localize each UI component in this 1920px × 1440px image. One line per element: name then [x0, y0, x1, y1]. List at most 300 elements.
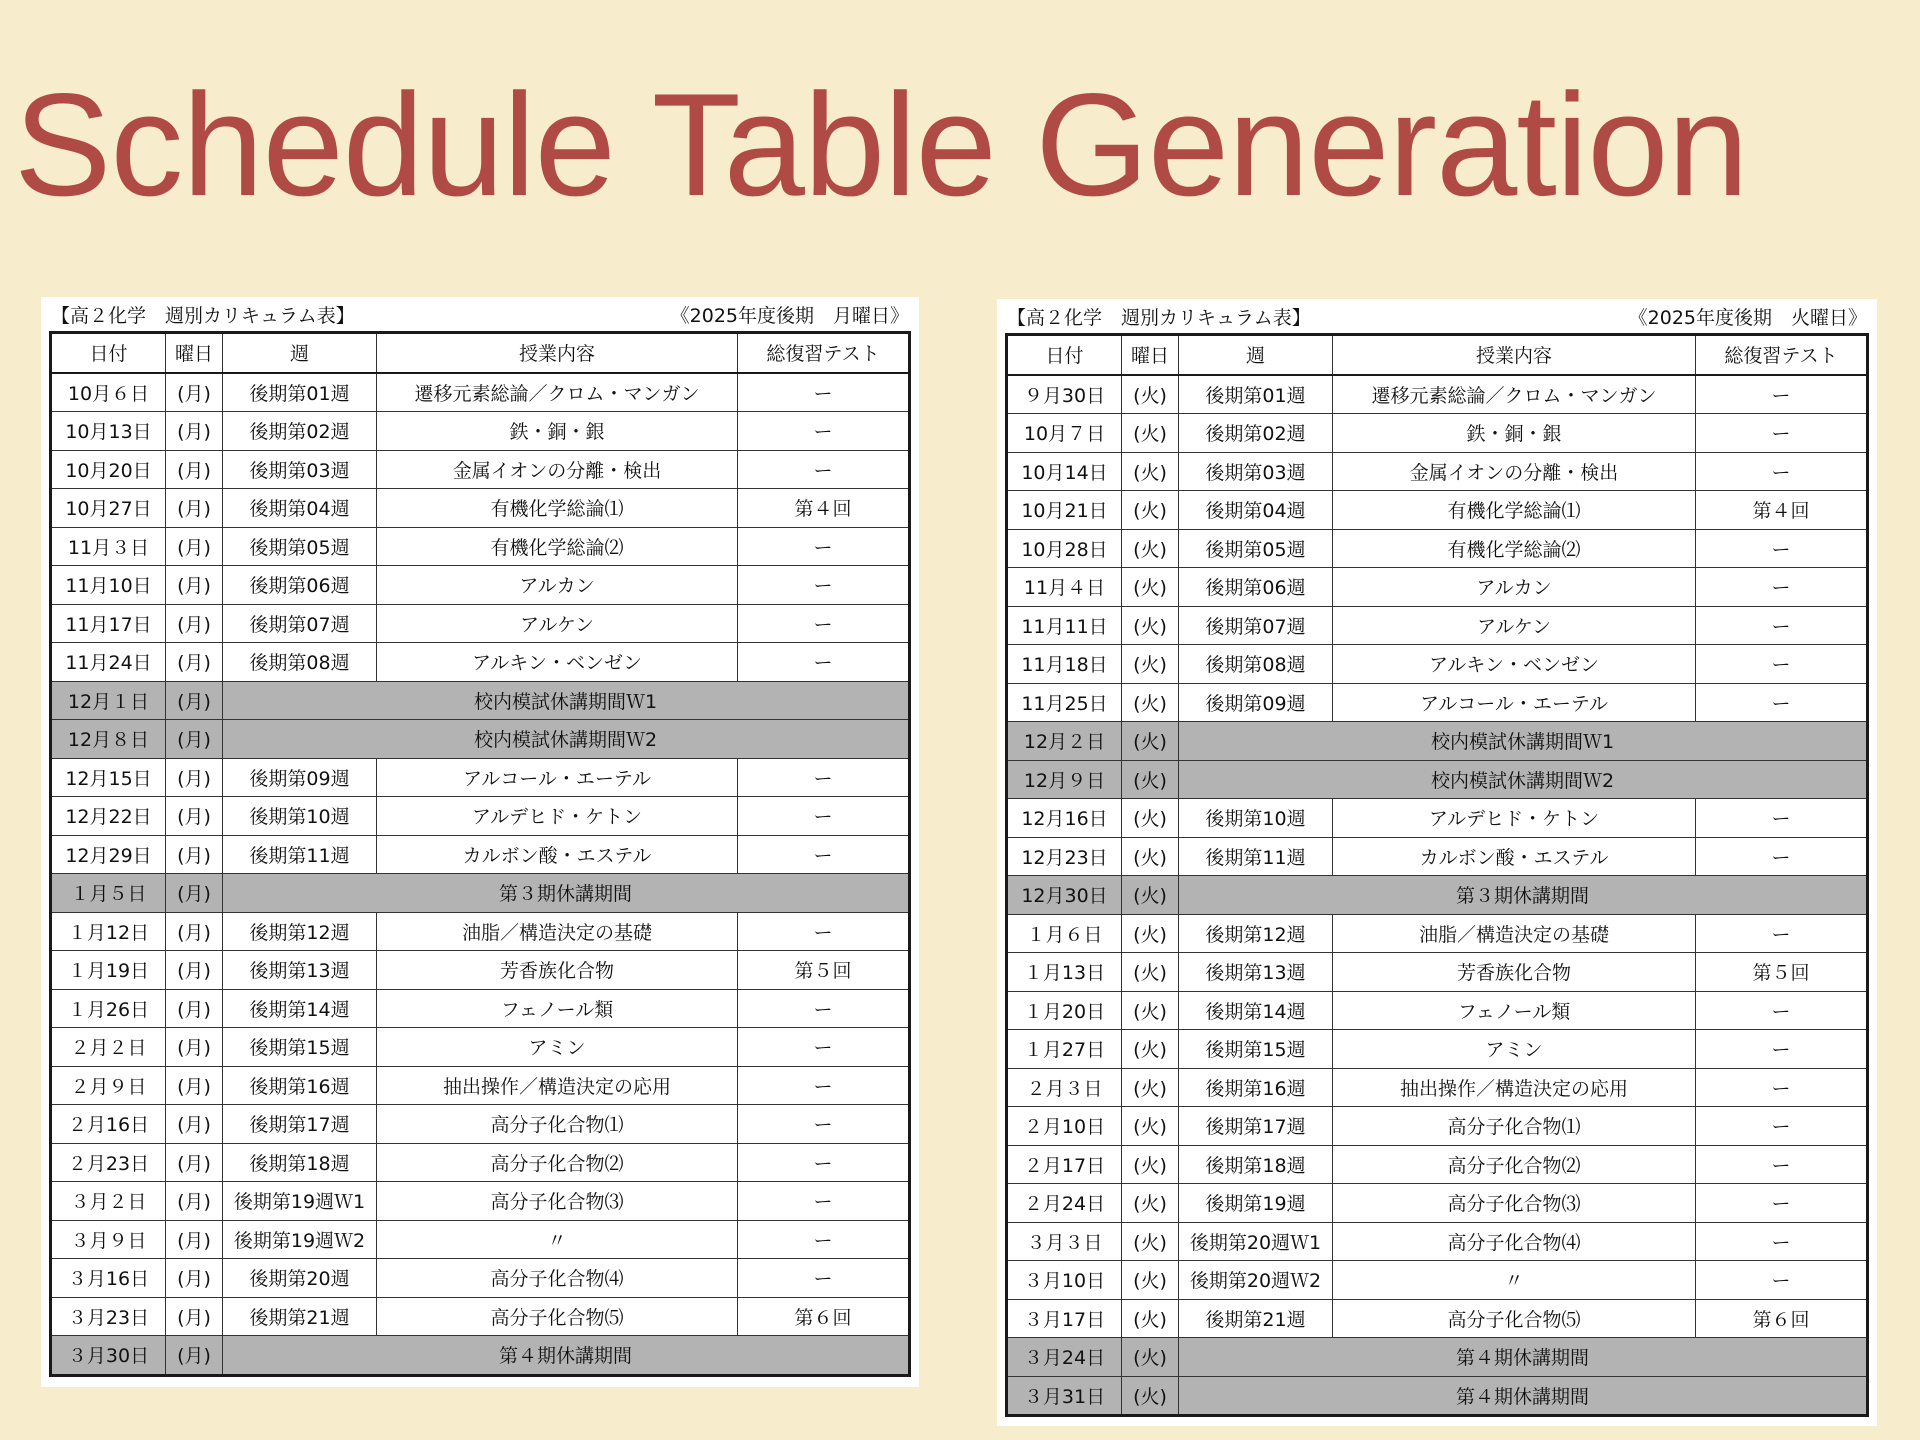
cell-week: 後期第20週Ｗ1: [1179, 1222, 1333, 1261]
table-row: [51, 912, 910, 951]
table-row: [51, 566, 910, 605]
cell-week: 後期第07週: [223, 604, 377, 643]
cell-week: 後期第12週: [223, 912, 377, 951]
table-row: [51, 951, 910, 990]
cell-weekday: (火): [1122, 645, 1179, 684]
cell-date: ２月24日: [1007, 1184, 1122, 1223]
cell-date: 10月７日: [1007, 414, 1122, 453]
cell-holiday: 第４期休講期間: [1179, 1338, 1868, 1377]
cell-week: 後期第17週: [223, 1105, 377, 1144]
cell-content: アミン: [1333, 1030, 1696, 1069]
cell-date: １月26日: [51, 989, 166, 1028]
cell-content: 金属イオンの分離・検出: [377, 450, 738, 489]
cell-weekday: (月): [166, 989, 223, 1028]
table-row: [1007, 1145, 1868, 1184]
header-review-test: 総復習テスト: [1696, 335, 1868, 375]
table-header-row: [51, 333, 910, 373]
cell-date: 11月４日: [1007, 568, 1122, 607]
cell-date: ３月16日: [51, 1259, 166, 1298]
cell-review-test: 第６回: [1696, 1299, 1868, 1338]
cell-content: アルコール・エーテル: [1333, 683, 1696, 722]
cell-review-test: ー: [738, 797, 910, 836]
cell-date: 10月13日: [51, 412, 166, 451]
table-row: [1007, 452, 1868, 491]
cell-weekday: (月): [166, 412, 223, 451]
cell-review-test: ー: [1696, 991, 1868, 1030]
cell-review-test: ー: [1696, 1145, 1868, 1184]
table-row: [51, 1182, 910, 1221]
cell-review-test: ー: [738, 835, 910, 874]
cell-review-test: ー: [738, 373, 910, 412]
table-row: [1007, 1030, 1868, 1069]
page-title: Schedule Table Generation: [14, 63, 1748, 226]
cell-date: 12月15日: [51, 758, 166, 797]
cell-date: 11月18日: [1007, 645, 1122, 684]
cell-weekday: (火): [1122, 1376, 1179, 1416]
cell-date: ３月17日: [1007, 1299, 1122, 1338]
table-term: 《2025年度後期 火曜日》: [1628, 306, 1867, 329]
cell-weekday: (月): [166, 1259, 223, 1298]
cell-week: 後期第03週: [223, 450, 377, 489]
cell-content: 高分子化合物⑶: [1333, 1184, 1696, 1223]
cell-week: 後期第03週: [1179, 452, 1333, 491]
header-content: 授業内容: [1333, 335, 1696, 375]
cell-content: 〃: [1333, 1261, 1696, 1300]
cell-content: アルケン: [377, 604, 738, 643]
table-row: [51, 412, 910, 451]
cell-date: １月20日: [1007, 991, 1122, 1030]
cell-weekday: (火): [1122, 876, 1179, 915]
table-row: [1007, 799, 1868, 838]
cell-review-test: ー: [738, 989, 910, 1028]
cell-content: 高分子化合物⑵: [1333, 1145, 1696, 1184]
cell-week: 後期第19週: [1179, 1184, 1333, 1223]
cell-date: 11月17日: [51, 604, 166, 643]
cell-weekday: (月): [166, 604, 223, 643]
table-row: [51, 527, 910, 566]
cell-content: アルカン: [1333, 568, 1696, 607]
table-row: [1007, 1107, 1868, 1146]
cell-date: 11月25日: [1007, 683, 1122, 722]
cell-review-test: ー: [738, 412, 910, 451]
cell-review-test: ー: [738, 566, 910, 605]
cell-week: 後期第10週: [223, 797, 377, 836]
cell-weekday: (火): [1122, 606, 1179, 645]
table-row-holiday: [51, 874, 910, 913]
cell-weekday: (火): [1122, 1338, 1179, 1377]
cell-review-test: ー: [1696, 1184, 1868, 1223]
cell-date: 10月27日: [51, 489, 166, 528]
cell-content: 遷移元素総論／クロム・マンガン: [1333, 375, 1696, 414]
cell-weekday: (月): [166, 1105, 223, 1144]
cell-week: 後期第07週: [1179, 606, 1333, 645]
cell-review-test: ー: [1696, 914, 1868, 953]
cell-weekday: (月): [166, 489, 223, 528]
cell-review-test: ー: [738, 643, 910, 682]
header-date: 日付: [1007, 335, 1122, 375]
cell-week: 後期第17週: [1179, 1107, 1333, 1146]
cell-review-test: ー: [1696, 568, 1868, 607]
table-row: [51, 758, 910, 797]
cell-holiday: 校内模試休講期間Ｗ1: [223, 681, 910, 720]
cell-week: 後期第15週: [223, 1028, 377, 1067]
cell-review-test: 第４回: [738, 489, 910, 528]
table-term: 《2025年度後期 月曜日》: [670, 304, 909, 327]
table-row: [1007, 1068, 1868, 1107]
cell-content: アルキン・ベンゼン: [377, 643, 738, 682]
cell-weekday: (月): [166, 681, 223, 720]
table-row: [51, 373, 910, 412]
header-week: 週: [223, 333, 377, 373]
cell-weekday: (月): [166, 912, 223, 951]
cell-review-test: ー: [1696, 414, 1868, 453]
cell-date: ３月31日: [1007, 1376, 1122, 1416]
header-weekday: 曜日: [1122, 335, 1179, 375]
cell-date: １月６日: [1007, 914, 1122, 953]
cell-week: 後期第04週: [223, 489, 377, 528]
cell-date: ３月23日: [51, 1297, 166, 1336]
cell-date: 12月９日: [1007, 760, 1122, 799]
cell-review-test: ー: [738, 604, 910, 643]
cell-weekday: (月): [166, 643, 223, 682]
cell-weekday: (火): [1122, 568, 1179, 607]
cell-review-test: ー: [738, 1143, 910, 1182]
cell-weekday: (火): [1122, 722, 1179, 761]
table-row: [1007, 837, 1868, 876]
cell-week: 後期第20週Ｗ2: [1179, 1261, 1333, 1300]
cell-review-test: ー: [1696, 799, 1868, 838]
table-row: [51, 1028, 910, 1067]
header-date: 日付: [51, 333, 166, 373]
cell-review-test: ー: [1696, 452, 1868, 491]
cell-review-test: ー: [1696, 1222, 1868, 1261]
cell-weekday: (月): [166, 1297, 223, 1336]
cell-content: 鉄・銅・銀: [1333, 414, 1696, 453]
table-row: [1007, 1261, 1868, 1300]
cell-content: アルキン・ベンゼン: [1333, 645, 1696, 684]
cell-weekday: (火): [1122, 914, 1179, 953]
cell-content: アルコール・エーテル: [377, 758, 738, 797]
cell-weekday: (月): [166, 373, 223, 412]
cell-content: カルボン酸・エステル: [1333, 837, 1696, 876]
cell-week: 後期第01週: [223, 373, 377, 412]
cell-date: ２月16日: [51, 1105, 166, 1144]
cell-date: ２月３日: [1007, 1068, 1122, 1107]
table-row: [1007, 606, 1868, 645]
table-row-holiday: [51, 720, 910, 759]
cell-week: 後期第05週: [223, 527, 377, 566]
cell-review-test: ー: [1696, 837, 1868, 876]
cell-weekday: (月): [166, 1220, 223, 1259]
cell-weekday: (火): [1122, 1030, 1179, 1069]
cell-week: 後期第09週: [223, 758, 377, 797]
table-caption: [1005, 299, 1869, 333]
cell-review-test: ー: [738, 1105, 910, 1144]
cell-weekday: (火): [1122, 491, 1179, 530]
schedule-table-monday: [49, 331, 911, 1377]
table-row: [51, 604, 910, 643]
cell-weekday: (火): [1122, 760, 1179, 799]
cell-date: ３月２日: [51, 1182, 166, 1221]
cell-holiday: 校内模試休講期間Ｗ2: [223, 720, 910, 759]
cell-week: 後期第14週: [1179, 991, 1333, 1030]
cell-week: 後期第01週: [1179, 375, 1333, 414]
cell-weekday: (火): [1122, 1184, 1179, 1223]
cell-date: ２月10日: [1007, 1107, 1122, 1146]
table-row: [1007, 991, 1868, 1030]
cell-review-test: ー: [738, 912, 910, 951]
cell-weekday: (火): [1122, 1145, 1179, 1184]
table-title: 【高２化学 週別カリキュラム表】: [51, 304, 355, 327]
table-row: [1007, 568, 1868, 607]
cell-weekday: (月): [166, 527, 223, 566]
table-row: [51, 1220, 910, 1259]
cell-date: ３月24日: [1007, 1338, 1122, 1377]
cell-date: 11月11日: [1007, 606, 1122, 645]
cell-holiday: 第４期休講期間: [223, 1336, 910, 1376]
cell-date: 10月21日: [1007, 491, 1122, 530]
table-row: [1007, 953, 1868, 992]
cell-weekday: (月): [166, 1143, 223, 1182]
cell-weekday: (火): [1122, 1222, 1179, 1261]
cell-review-test: ー: [1696, 529, 1868, 568]
cell-week: 後期第14週: [223, 989, 377, 1028]
cell-weekday: (月): [166, 566, 223, 605]
table-row: [1007, 1299, 1868, 1338]
cell-content: 油脂／構造決定の基礎: [377, 912, 738, 951]
cell-week: 後期第19週Ｗ2: [223, 1220, 377, 1259]
table-row: [51, 1066, 910, 1105]
cell-content: 高分子化合物⑸: [377, 1297, 738, 1336]
cell-holiday: 第４期休講期間: [1179, 1376, 1868, 1416]
table-row: [1007, 529, 1868, 568]
cell-week: 後期第02週: [223, 412, 377, 451]
cell-review-test: ー: [738, 1028, 910, 1067]
schedule-sheet-monday: [41, 297, 919, 1387]
table-row-holiday: [51, 681, 910, 720]
cell-date: ３月９日: [51, 1220, 166, 1259]
table-row: [51, 1259, 910, 1298]
cell-review-test: 第５回: [1696, 953, 1868, 992]
cell-review-test: ー: [738, 527, 910, 566]
cell-holiday: 第３期休講期間: [223, 874, 910, 913]
table-row: [1007, 375, 1868, 414]
table-row: [51, 835, 910, 874]
cell-weekday: (月): [166, 1066, 223, 1105]
cell-date: １月27日: [1007, 1030, 1122, 1069]
cell-week: 後期第18週: [223, 1143, 377, 1182]
cell-week: 後期第18週: [1179, 1145, 1333, 1184]
cell-content: 高分子化合物⑴: [377, 1105, 738, 1144]
cell-content: 高分子化合物⑸: [1333, 1299, 1696, 1338]
table-row: [51, 489, 910, 528]
table-row: [51, 1105, 910, 1144]
table-row: [1007, 914, 1868, 953]
cell-weekday: (月): [166, 874, 223, 913]
cell-review-test: ー: [738, 1259, 910, 1298]
cell-date: ９月30日: [1007, 375, 1122, 414]
cell-date: ３月３日: [1007, 1222, 1122, 1261]
cell-weekday: (火): [1122, 1107, 1179, 1146]
cell-week: 後期第05週: [1179, 529, 1333, 568]
cell-content: 高分子化合物⑷: [1333, 1222, 1696, 1261]
cell-content: 〃: [377, 1220, 738, 1259]
cell-content: フェノール類: [377, 989, 738, 1028]
cell-content: フェノール類: [1333, 991, 1696, 1030]
cell-week: 後期第11週: [223, 835, 377, 874]
cell-review-test: ー: [1696, 1030, 1868, 1069]
cell-date: ２月23日: [51, 1143, 166, 1182]
cell-weekday: (火): [1122, 1261, 1179, 1300]
cell-review-test: ー: [1696, 683, 1868, 722]
cell-date: １月19日: [51, 951, 166, 990]
cell-review-test: ー: [738, 1182, 910, 1221]
cell-holiday: 校内模試休講期間Ｗ1: [1179, 722, 1868, 761]
cell-weekday: (火): [1122, 1068, 1179, 1107]
cell-content: 油脂／構造決定の基礎: [1333, 914, 1696, 953]
cell-review-test: ー: [1696, 1261, 1868, 1300]
cell-week: 後期第02週: [1179, 414, 1333, 453]
cell-week: 後期第20週: [223, 1259, 377, 1298]
cell-date: 12月16日: [1007, 799, 1122, 838]
cell-week: 後期第21週: [223, 1297, 377, 1336]
cell-content: 芳香族化合物: [1333, 953, 1696, 992]
table-row: [51, 643, 910, 682]
cell-week: 後期第16週: [1179, 1068, 1333, 1107]
cell-content: アルケン: [1333, 606, 1696, 645]
table-row: [1007, 683, 1868, 722]
cell-review-test: 第５回: [738, 951, 910, 990]
cell-week: 後期第04週: [1179, 491, 1333, 530]
cell-date: 12月８日: [51, 720, 166, 759]
table-row-holiday: [1007, 1338, 1868, 1377]
cell-weekday: (火): [1122, 375, 1179, 414]
cell-date: 10月14日: [1007, 452, 1122, 491]
cell-content: アルデヒド・ケトン: [377, 797, 738, 836]
schedule-sheet-tuesday: [997, 299, 1877, 1426]
header-weekday: 曜日: [166, 333, 223, 373]
cell-week: 後期第06週: [223, 566, 377, 605]
cell-date: 11月24日: [51, 643, 166, 682]
cell-content: 有機化学総論⑴: [377, 489, 738, 528]
cell-content: 有機化学総論⑴: [1333, 491, 1696, 530]
cell-week: 後期第10週: [1179, 799, 1333, 838]
cell-date: 12月29日: [51, 835, 166, 874]
cell-date: 12月２日: [1007, 722, 1122, 761]
cell-date: ２月９日: [51, 1066, 166, 1105]
cell-weekday: (月): [166, 1028, 223, 1067]
cell-holiday: 校内模試休講期間Ｗ2: [1179, 760, 1868, 799]
cell-week: 後期第15週: [1179, 1030, 1333, 1069]
cell-week: 後期第09週: [1179, 683, 1333, 722]
table-row-holiday: [51, 1336, 910, 1376]
cell-weekday: (月): [166, 758, 223, 797]
cell-content: カルボン酸・エステル: [377, 835, 738, 874]
table-row: [51, 1143, 910, 1182]
cell-date: ３月30日: [51, 1336, 166, 1376]
table-row: [51, 989, 910, 1028]
cell-content: 高分子化合物⑵: [377, 1143, 738, 1182]
table-row: [1007, 1222, 1868, 1261]
cell-date: １月５日: [51, 874, 166, 913]
table-row: [1007, 414, 1868, 453]
cell-content: 抽出操作／構造決定の応用: [1333, 1068, 1696, 1107]
cell-week: 後期第08週: [223, 643, 377, 682]
table-header-row: [1007, 335, 1868, 375]
cell-review-test: ー: [1696, 606, 1868, 645]
cell-weekday: (月): [166, 1182, 223, 1221]
cell-week: 後期第16週: [223, 1066, 377, 1105]
table-row-holiday: [1007, 1376, 1868, 1416]
cell-week: 後期第06週: [1179, 568, 1333, 607]
cell-date: 11月10日: [51, 566, 166, 605]
cell-date: 12月30日: [1007, 876, 1122, 915]
cell-date: ２月２日: [51, 1028, 166, 1067]
cell-review-test: ー: [738, 450, 910, 489]
cell-weekday: (月): [166, 1336, 223, 1376]
cell-content: 高分子化合物⑶: [377, 1182, 738, 1221]
cell-date: 12月22日: [51, 797, 166, 836]
cell-date: 10月20日: [51, 450, 166, 489]
cell-date: 12月１日: [51, 681, 166, 720]
cell-week: 後期第12週: [1179, 914, 1333, 953]
header-content: 授業内容: [377, 333, 738, 373]
cell-review-test: ー: [738, 1066, 910, 1105]
table-row: [51, 797, 910, 836]
cell-week: 後期第13週: [223, 951, 377, 990]
cell-week: 後期第21週: [1179, 1299, 1333, 1338]
cell-weekday: (火): [1122, 991, 1179, 1030]
cell-date: １月13日: [1007, 953, 1122, 992]
cell-content: 高分子化合物⑴: [1333, 1107, 1696, 1146]
table-caption: [49, 297, 911, 331]
cell-weekday: (火): [1122, 414, 1179, 453]
cell-weekday: (火): [1122, 529, 1179, 568]
cell-date: １月12日: [51, 912, 166, 951]
schedule-table-tuesday: [1005, 333, 1869, 1417]
cell-content: 有機化学総論⑵: [1333, 529, 1696, 568]
cell-date: 10月６日: [51, 373, 166, 412]
cell-review-test: ー: [1696, 1068, 1868, 1107]
cell-weekday: (月): [166, 835, 223, 874]
cell-date: 11月３日: [51, 527, 166, 566]
cell-week: 後期第13週: [1179, 953, 1333, 992]
cell-content: アルカン: [377, 566, 738, 605]
cell-review-test: 第６回: [738, 1297, 910, 1336]
table-title: 【高２化学 週別カリキュラム表】: [1007, 306, 1311, 329]
table-row: [1007, 491, 1868, 530]
cell-week: 後期第11週: [1179, 837, 1333, 876]
table-row: [1007, 645, 1868, 684]
cell-weekday: (月): [166, 797, 223, 836]
cell-review-test: ー: [1696, 645, 1868, 684]
header-review-test: 総復習テスト: [738, 333, 910, 373]
header-week: 週: [1179, 335, 1333, 375]
cell-content: 鉄・銅・銀: [377, 412, 738, 451]
table-row: [51, 1297, 910, 1336]
table-row: [51, 450, 910, 489]
cell-review-test: 第４回: [1696, 491, 1868, 530]
cell-date: ２月17日: [1007, 1145, 1122, 1184]
cell-weekday: (火): [1122, 683, 1179, 722]
cell-date: 12月23日: [1007, 837, 1122, 876]
cell-content: アミン: [377, 1028, 738, 1067]
table-row-holiday: [1007, 760, 1868, 799]
cell-weekday: (火): [1122, 452, 1179, 491]
table-row-holiday: [1007, 876, 1868, 915]
cell-weekday: (月): [166, 720, 223, 759]
cell-weekday: (火): [1122, 837, 1179, 876]
